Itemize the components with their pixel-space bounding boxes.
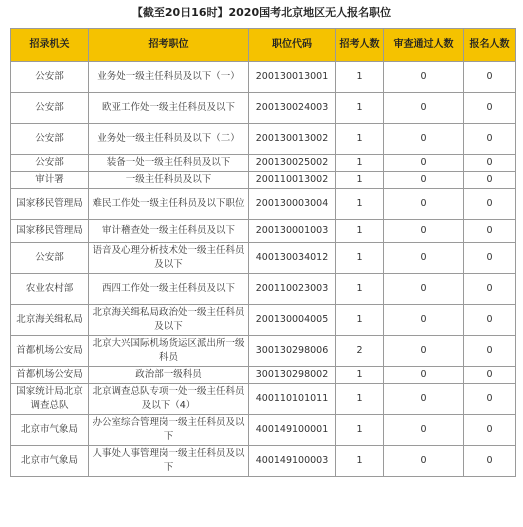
cell-agency: 公安部 (11, 124, 89, 155)
cell-agency: 首都机场公安局 (11, 367, 89, 384)
col-header-applied: 报名人数 (464, 29, 516, 62)
table-row (11, 93, 516, 124)
cell-quota: 1 (336, 124, 384, 155)
table-row (11, 384, 516, 415)
cell-quota: 1 (336, 172, 384, 189)
page-title: 【截至20日16时】2020国考北京地区无人报名职位 (131, 6, 392, 19)
cell-approved: 0 (384, 243, 464, 274)
cell-agency: 公安部 (11, 93, 89, 124)
cell-applied: 0 (464, 367, 516, 384)
cell-position: 西四工作处一级主任科员及以下 (89, 274, 249, 305)
col-header-quota: 招考人数 (336, 29, 384, 62)
cell-agency: 公安部 (11, 243, 89, 274)
cell-applied: 0 (464, 243, 516, 274)
cell-position: 办公室综合管理岗一级主任科员及以下 (89, 415, 249, 446)
cell-agency: 公安部 (11, 62, 89, 93)
table-row (11, 446, 516, 477)
cell-code: 400149100001 (249, 415, 336, 446)
cell-code: 400149100003 (249, 446, 336, 477)
table-row (11, 415, 516, 446)
table-row (11, 274, 516, 305)
cell-agency: 首都机场公安局 (11, 336, 89, 367)
cell-approved: 0 (384, 384, 464, 415)
cell-agency: 公安部 (11, 155, 89, 172)
cell-code: 200130024003 (249, 93, 336, 124)
cell-position: 一级主任科员及以下 (89, 172, 249, 189)
cell-code: 200130003004 (249, 189, 336, 220)
cell-agency: 审计署 (11, 172, 89, 189)
cell-position: 难民工作处一级主任科员及以下职位 (89, 189, 249, 220)
positions-table (10, 28, 516, 477)
cell-code: 300130298006 (249, 336, 336, 367)
cell-agency: 北京海关缉私局 (11, 305, 89, 336)
cell-approved: 0 (384, 446, 464, 477)
cell-quota: 1 (336, 155, 384, 172)
table-row (11, 172, 516, 189)
col-header-position: 招考职位 (89, 29, 249, 62)
cell-position: 欧亚工作处一级主任科员及以下 (89, 93, 249, 124)
table-row (11, 367, 516, 384)
table-row (11, 220, 516, 243)
table-row (11, 305, 516, 336)
cell-quota: 1 (336, 93, 384, 124)
cell-position: 人事处人事管理岗一级主任科员及以下 (89, 446, 249, 477)
cell-code: 200130001003 (249, 220, 336, 243)
cell-position: 语音及心理分析技术处一级主任科员及以下 (89, 243, 249, 274)
cell-applied: 0 (464, 336, 516, 367)
cell-quota: 1 (336, 384, 384, 415)
cell-approved: 0 (384, 336, 464, 367)
cell-applied: 0 (464, 155, 516, 172)
cell-approved: 0 (384, 415, 464, 446)
cell-position: 业务处一级主任科员及以下（一） (89, 62, 249, 93)
cell-approved: 0 (384, 62, 464, 93)
col-header-approved: 审查通过人数 (384, 29, 464, 62)
cell-approved: 0 (384, 274, 464, 305)
cell-applied: 0 (464, 220, 516, 243)
cell-applied: 0 (464, 415, 516, 446)
cell-code: 200110023003 (249, 274, 336, 305)
cell-position: 北京调查总队专项一处一级主任科员及以下（4） (89, 384, 249, 415)
cell-code: 400130034012 (249, 243, 336, 274)
cell-approved: 0 (384, 172, 464, 189)
cell-applied: 0 (464, 124, 516, 155)
cell-approved: 0 (384, 155, 464, 172)
cell-agency: 国家移民管理局 (11, 189, 89, 220)
cell-quota: 1 (336, 274, 384, 305)
cell-quota: 1 (336, 415, 384, 446)
cell-code: 200130004005 (249, 305, 336, 336)
cell-agency: 国家移民管理局 (11, 220, 89, 243)
table-row (11, 124, 516, 155)
cell-applied: 0 (464, 62, 516, 93)
cell-quota: 1 (336, 367, 384, 384)
cell-applied: 0 (464, 305, 516, 336)
cell-code: 300130298002 (249, 367, 336, 384)
cell-approved: 0 (384, 93, 464, 124)
table-row (11, 189, 516, 220)
cell-quota: 1 (336, 243, 384, 274)
cell-position: 审计稽查处一级主任科员及以下 (89, 220, 249, 243)
cell-code: 200110013002 (249, 172, 336, 189)
table-row (11, 62, 516, 93)
table-row (11, 243, 516, 274)
cell-quota: 1 (336, 189, 384, 220)
cell-applied: 0 (464, 172, 516, 189)
cell-approved: 0 (384, 124, 464, 155)
cell-applied: 0 (464, 384, 516, 415)
cell-applied: 0 (464, 446, 516, 477)
cell-approved: 0 (384, 305, 464, 336)
cell-quota: 1 (336, 62, 384, 93)
cell-quota: 1 (336, 446, 384, 477)
cell-approved: 0 (384, 220, 464, 243)
col-header-agency: 招录机关 (11, 29, 89, 62)
cell-quota: 1 (336, 220, 384, 243)
cell-position: 业务处一级主任科员及以下（二） (89, 124, 249, 155)
cell-agency: 农业农村部 (11, 274, 89, 305)
cell-agency: 国家统计局北京调查总队 (11, 384, 89, 415)
cell-position: 装备一处一级主任科员及以下 (89, 155, 249, 172)
header-row (11, 29, 516, 62)
cell-position: 北京海关缉私局政治处一级主任科员及以下 (89, 305, 249, 336)
cell-approved: 0 (384, 189, 464, 220)
cell-quota: 1 (336, 305, 384, 336)
cell-code: 200130025002 (249, 155, 336, 172)
cell-agency: 北京市气象局 (11, 415, 89, 446)
cell-applied: 0 (464, 93, 516, 124)
cell-applied: 0 (464, 189, 516, 220)
col-header-code: 职位代码 (249, 29, 336, 62)
table-row (11, 336, 516, 367)
cell-applied: 0 (464, 274, 516, 305)
cell-position: 北京大兴国际机场货运区派出所一级科员 (89, 336, 249, 367)
cell-quota: 2 (336, 336, 384, 367)
table-row (11, 155, 516, 172)
cell-code: 200130013001 (249, 62, 336, 93)
cell-agency: 北京市气象局 (11, 446, 89, 477)
cell-code: 200130013002 (249, 124, 336, 155)
cell-approved: 0 (384, 367, 464, 384)
cell-position: 政治部一级科员 (89, 367, 249, 384)
cell-code: 400110101011 (249, 384, 336, 415)
